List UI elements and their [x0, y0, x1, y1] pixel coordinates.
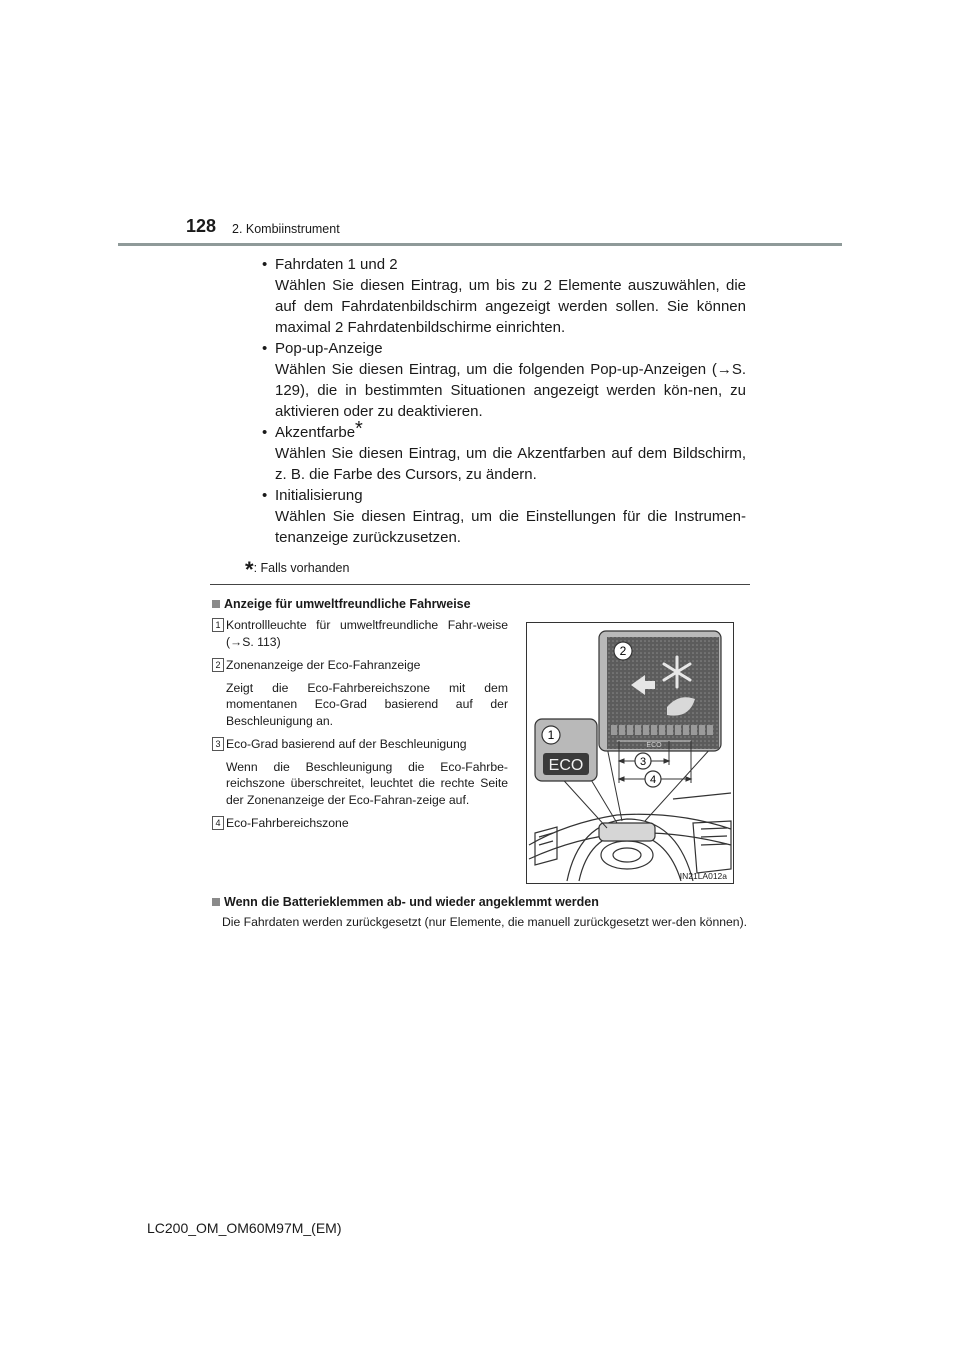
legend-detail: Zeigt die Eco-Fahrbereichszone mit dem momentanen Eco-Grad basierend auf der Beschleunigung an. [226, 680, 508, 728]
callout-number: 3 [212, 737, 224, 751]
callout-number: 4 [212, 816, 224, 830]
legend-text: Eco-Grad basierend auf der Beschleunigung [226, 737, 467, 751]
legend-text: Eco-Fahrbereichszone [226, 816, 349, 830]
item-title: Fahrdaten 1 und 2 [275, 256, 398, 273]
eco-indicator-label: ECO [548, 757, 584, 774]
list-item [212, 736, 508, 808]
footnote-marker: * [355, 418, 363, 440]
item-title: Akzentfarbe* [275, 418, 363, 441]
settings-item-list [262, 254, 746, 548]
list-item [262, 338, 746, 422]
callout-number: 4 [649, 774, 657, 786]
item-description: Wählen Sie diesen Eintrag, um die Akzentfarben auf dem Bildschirm, z. B. die Farbe des Cursors, zu ändern. [275, 445, 746, 483]
section-heading: Anzeige für umweltfreundliche Fahrweise [212, 597, 471, 611]
bullet: • [262, 424, 268, 441]
dashboard-drawing [529, 793, 731, 881]
callout-number: 2 [212, 658, 224, 672]
page-number: 128 [186, 216, 217, 236]
list-item [262, 485, 746, 548]
callout-number: 1 [212, 618, 224, 632]
list-item [212, 815, 508, 832]
legend-text: Zonenanzeige der Eco-Fahranzeige [226, 658, 421, 672]
callout-number: 2 [619, 644, 627, 658]
eco-bar-label: ECO [646, 742, 662, 749]
square-bullet-icon [212, 600, 220, 608]
eco-legend-list [212, 617, 508, 839]
document-id: LC200_OM_OM60M97M_(EM) [147, 1220, 342, 1236]
item-title: Initialisierung [275, 487, 363, 504]
section-heading: Wenn die Batterieklemmen ab- und wieder angeklemmt werden [212, 895, 599, 909]
footnote-text: : Falls vorhanden [253, 561, 350, 575]
bullet: • [262, 256, 268, 273]
item-description: Wählen Sie diesen Eintrag, um die Einstellungen für die Instrumen-tenanzeige zurückzusetzen. [275, 508, 746, 546]
eco-indicator-figure [526, 622, 734, 884]
eco-illustration [527, 623, 733, 883]
callout-number: 3 [639, 756, 647, 768]
list-item [212, 617, 508, 650]
list-item [262, 254, 746, 338]
legend-text: Kontrollleuchte für umweltfreundliche Fahr-weise (→S. 113) [226, 618, 508, 649]
footnote [245, 552, 350, 582]
item-description: Wählen Sie diesen Eintrag, um bis zu 2 Elemente auszuwählen, die auf dem Fahrdatenbildschirm angezeigt werden sollen. Sie können maximal 2 Fahrdatenbildschirme einrichten. [275, 277, 746, 336]
list-item [262, 418, 746, 485]
bullet: • [262, 487, 268, 504]
footnote-star: * [245, 557, 254, 582]
item-description: Wählen Sie diesen Eintrag, um die folgenden Pop-up-Anzeigen (→S. 129), die in bestimmten Situationen angezeigt werden kön-nen, zu aktivieren oder zu deaktivieren. [275, 361, 746, 420]
figure-code: IN21LA012a [679, 871, 727, 881]
list-item [212, 657, 508, 729]
legend-detail: Wenn die Beschleunigung die Eco-Fahrbe-reichszone überschreitet, leuchtet die rechte Seite der Zonenanzeige der Eco-Fahran-zeige auf. [226, 759, 508, 807]
bullet: • [262, 340, 268, 357]
section-divider [210, 584, 750, 585]
item-title: Pop-up-Anzeige [275, 340, 383, 357]
header-rule [118, 243, 842, 246]
square-bullet-icon [212, 898, 220, 906]
chapter-title: 2. Kombiinstrument [232, 222, 340, 236]
callout-number: 1 [547, 728, 555, 742]
section-body: Die Fahrdaten werden zurückgesetzt (nur Elemente, die manuell zurückgesetzt wer-den können). [222, 915, 748, 929]
